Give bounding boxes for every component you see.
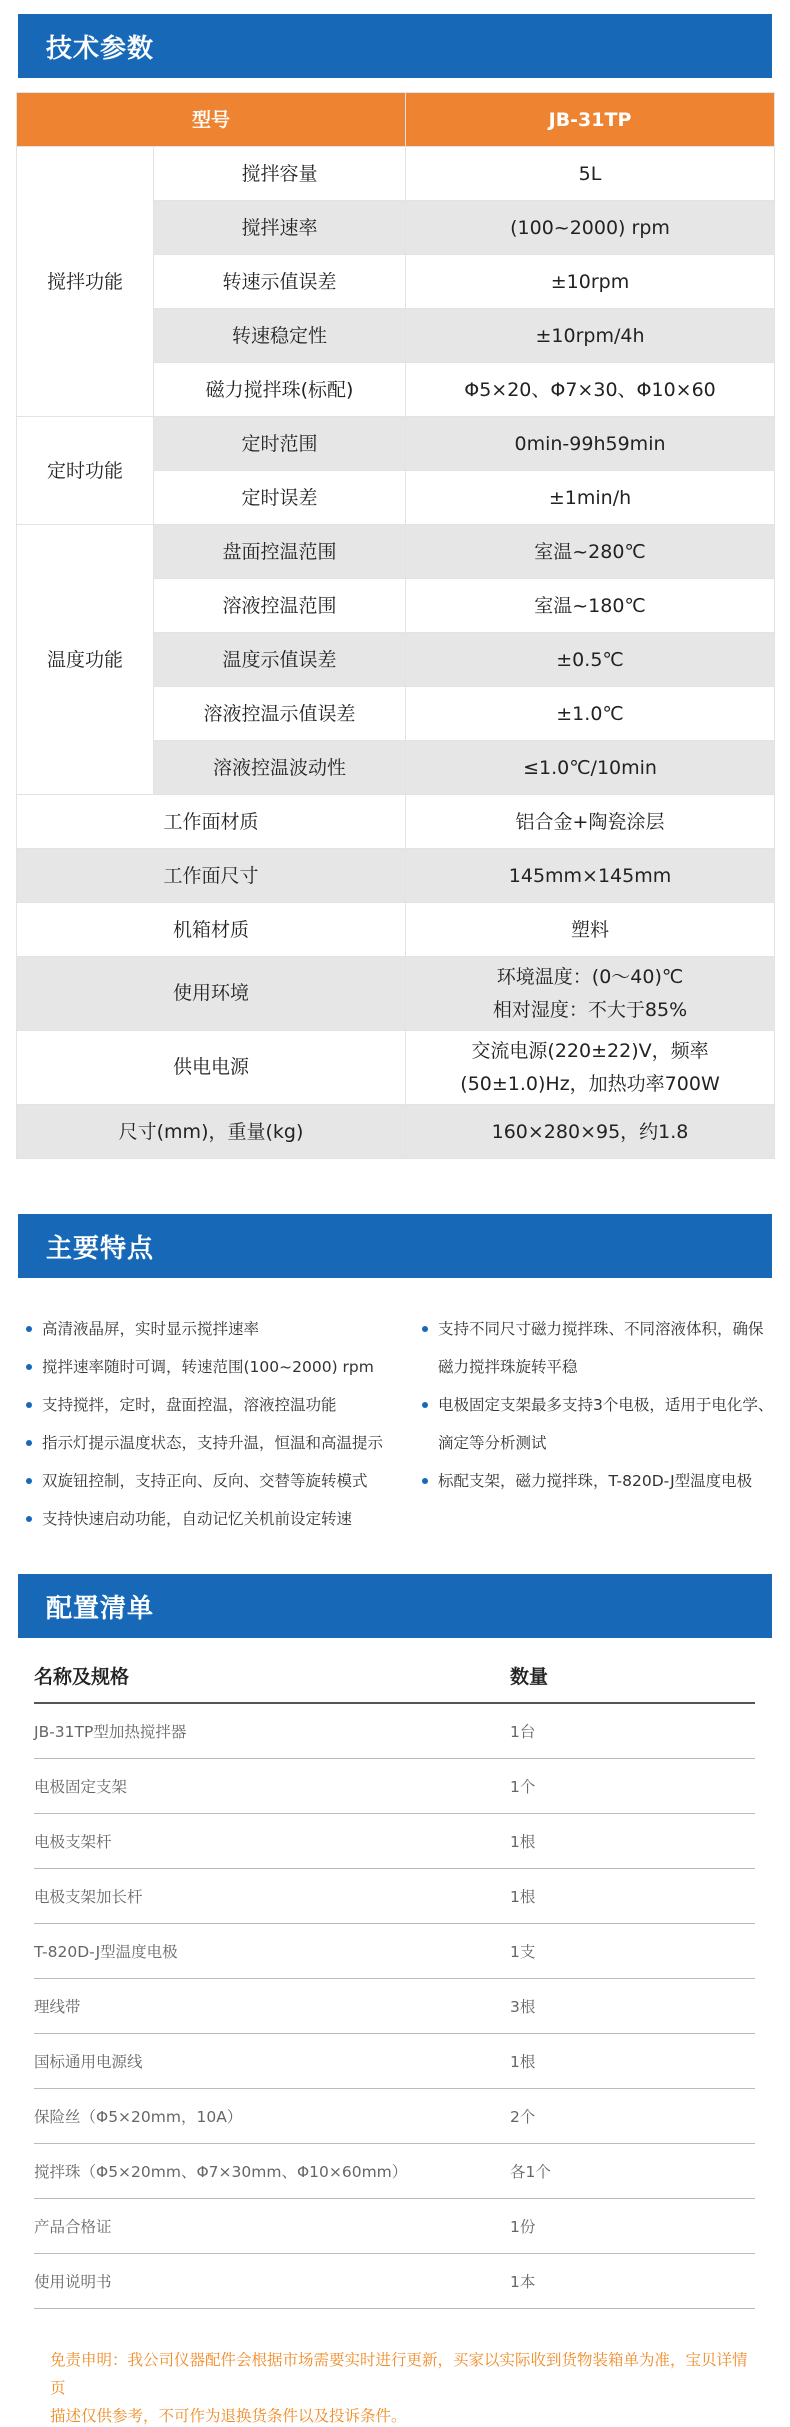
group-label-timer: 定时功能 [17, 417, 154, 525]
bullet-icon [26, 1402, 32, 1408]
specs-table-header-row [17, 93, 775, 147]
spec-label: 机箱材质 [17, 903, 406, 957]
spec-value: 室温~180℃ [406, 579, 775, 633]
spec-value: 5L [406, 147, 775, 201]
spec-label: 搅拌容量 [154, 147, 406, 201]
table-row [34, 1704, 755, 1759]
spec-value: ±1min/h [406, 471, 775, 525]
spec-label: 工作面尺寸 [17, 849, 406, 903]
bullet-icon [422, 1478, 428, 1484]
spec-label: 转速示值误差 [154, 255, 406, 309]
list-item [24, 1462, 414, 1500]
feature-text: 高清液晶屏，实时显示搅拌速率 [42, 1320, 260, 1338]
config-item-name: 电极固定支架 [34, 1778, 128, 1796]
list-item [24, 1424, 414, 1462]
config-header-qty: 数量 [510, 1665, 549, 1688]
table-row [17, 957, 775, 1031]
table-row [34, 2089, 755, 2144]
table-row [34, 2199, 755, 2254]
spec-label: 工作面材质 [17, 795, 406, 849]
list-item [24, 1310, 414, 1348]
features-section-header [18, 1214, 772, 1278]
table-row [17, 525, 775, 579]
config-item-name: 电极支架加长杆 [34, 1888, 143, 1906]
group-label-stir: 搅拌功能 [17, 147, 154, 417]
table-row [34, 1814, 755, 1869]
bullet-icon [26, 1516, 32, 1522]
config-item-name: 国标通用电源线 [34, 2053, 143, 2071]
disclaimer-line: 免责申明：我公司仪器配件会根据市场需要实时进行更新，买家以实际收到货物装箱单为准，宝贝详情页 [50, 2351, 748, 2397]
list-item [420, 1310, 780, 1386]
list-item [24, 1348, 414, 1386]
feature-text: 滴定等分析测试 [438, 1434, 547, 1452]
config-item-qty: 1份 [510, 2218, 536, 2236]
list-item [420, 1462, 780, 1500]
feature-text: 电极固定支架最多支持3个电极，适用于电化学、 [438, 1396, 774, 1414]
specs-section-header [18, 14, 772, 78]
spec-value: 145mm×145mm [406, 849, 775, 903]
config-section-title: 配置清单 [46, 1593, 155, 1624]
bullet-icon [26, 1478, 32, 1484]
bullet-icon [26, 1440, 32, 1446]
features-section-title: 主要特点 [46, 1233, 155, 1264]
table-row [17, 417, 775, 471]
feature-text: 磁力搅拌珠旋转平稳 [438, 1358, 578, 1376]
features-left-column [24, 1310, 414, 1538]
config-item-qty: 1支 [510, 1943, 536, 1961]
config-item-qty: 3根 [510, 1998, 536, 2016]
table-row [17, 849, 775, 903]
spec-value [406, 957, 775, 1031]
spec-value-line: 环境温度：(0～40)℃ [496, 965, 684, 988]
spec-value: 塑料 [406, 903, 775, 957]
spec-value: 160×280×95，约1.8 [406, 1105, 775, 1159]
feature-text: 支持搅拌，定时，盘面控温，溶液控温功能 [42, 1396, 337, 1414]
spec-value: 0min-99h59min [406, 417, 775, 471]
bullet-icon [422, 1402, 428, 1408]
features-right-column [420, 1310, 780, 1500]
spec-label: 定时误差 [154, 471, 406, 525]
config-item-name: 电极支架杆 [34, 1833, 112, 1851]
list-item [24, 1386, 414, 1424]
spec-label: 磁力搅拌珠(标配) [154, 363, 406, 417]
config-item-qty: 各1个 [510, 2163, 551, 2181]
config-item-qty: 1本 [510, 2273, 536, 2291]
config-item-qty: 1台 [510, 1723, 536, 1741]
disclaimer-text [50, 2346, 750, 2427]
feature-text: 双旋钮控制，支持正向、反向、交替等旋转模式 [42, 1472, 368, 1490]
bullet-icon [422, 1326, 428, 1332]
config-item-name: 搅拌珠（Φ5×20mm、Φ7×30mm、Φ10×60mm） [34, 2163, 408, 2181]
config-item-name: JB-31TP型加热搅拌器 [34, 1723, 187, 1741]
specs-table [16, 92, 775, 1159]
spec-label: 定时范围 [154, 417, 406, 471]
spec-value: ±1.0℃ [406, 687, 775, 741]
feature-text: 指示灯提示温度状态，支持升温，恒温和高温提示 [42, 1434, 384, 1452]
config-item-qty: 1根 [510, 2053, 536, 2071]
config-item-name: 理线带 [34, 1998, 81, 2016]
spec-value: ≤1.0℃/10min [406, 741, 775, 795]
config-section-header [18, 1574, 772, 1638]
config-item-name: 保险丝（Φ5×20mm，10A） [34, 2108, 243, 2126]
model-label-cell: 型号 [17, 93, 406, 147]
feature-text: 搅拌速率随时可调，转速范围(100~2000) rpm [42, 1358, 374, 1376]
table-row [34, 2144, 755, 2199]
config-header-name: 名称及规格 [34, 1665, 130, 1688]
spec-value: (100~2000) rpm [406, 201, 775, 255]
spec-label: 使用环境 [17, 957, 406, 1031]
list-item [24, 1500, 414, 1538]
table-row [34, 1759, 755, 1814]
table-row [17, 1105, 775, 1159]
spec-value: ±0.5℃ [406, 633, 775, 687]
list-item [420, 1386, 780, 1462]
table-row [34, 2254, 755, 2309]
config-header-row [34, 1648, 755, 1704]
spec-label: 溶液控温波动性 [154, 741, 406, 795]
spec-label: 转速稳定性 [154, 309, 406, 363]
spec-label: 溶液控温范围 [154, 579, 406, 633]
config-item-qty: 2个 [510, 2108, 536, 2126]
spec-value-line: 相对湿度：不大于85% [492, 998, 688, 1021]
spec-label: 搅拌速率 [154, 201, 406, 255]
spec-label: 盘面控温范围 [154, 525, 406, 579]
spec-value: Φ5×20、Φ7×30、Φ10×60 [406, 363, 775, 417]
config-item-qty: 1根 [510, 1888, 536, 1906]
spec-value: ±10rpm [406, 255, 775, 309]
table-row [17, 795, 775, 849]
spec-label: 供电电源 [17, 1031, 406, 1105]
table-row [34, 1979, 755, 2034]
config-item-name: 产品合格证 [34, 2218, 112, 2236]
spec-label: 尺寸(mm)，重量(kg) [17, 1105, 406, 1159]
bullet-icon [26, 1364, 32, 1370]
spec-value: 室温~280℃ [406, 525, 775, 579]
config-item-qty: 1个 [510, 1778, 536, 1796]
table-row [17, 903, 775, 957]
feature-text: 支持不同尺寸磁力搅拌珠、不同溶液体积，确保 [438, 1320, 764, 1338]
config-list [34, 1648, 755, 2309]
group-label-temp: 温度功能 [17, 525, 154, 795]
spec-value-line: 交流电源(220±22)V，频率 [471, 1039, 709, 1062]
spec-value: 铝合金+陶瓷涂层 [406, 795, 775, 849]
table-row [34, 2034, 755, 2089]
spec-label: 温度示值误差 [154, 633, 406, 687]
feature-text: 支持快速启动功能，自动记忆关机前设定转速 [42, 1510, 353, 1528]
config-item-qty: 1根 [510, 1833, 536, 1851]
table-row [34, 1924, 755, 1979]
spec-value-line: (50±1.0)Hz，加热功率700W [460, 1072, 720, 1095]
specs-section-title: 技术参数 [46, 33, 155, 64]
spec-value [406, 1031, 775, 1105]
table-row [34, 1869, 755, 1924]
disclaimer-line: 描述仅供参考，不可作为退换货条件以及投诉条件。 [50, 2407, 407, 2425]
config-item-name: 使用说明书 [34, 2273, 112, 2291]
bullet-icon [26, 1326, 32, 1332]
spec-label: 溶液控温示值误差 [154, 687, 406, 741]
spec-value: ±10rpm/4h [406, 309, 775, 363]
table-row [17, 1031, 775, 1105]
config-item-name: T-820D-J型温度电极 [34, 1943, 178, 1961]
feature-text: 标配支架，磁力搅拌珠，T-820D-J型温度电极 [438, 1472, 753, 1490]
table-row [17, 147, 775, 201]
model-value-cell: JB-31TP [406, 93, 775, 147]
